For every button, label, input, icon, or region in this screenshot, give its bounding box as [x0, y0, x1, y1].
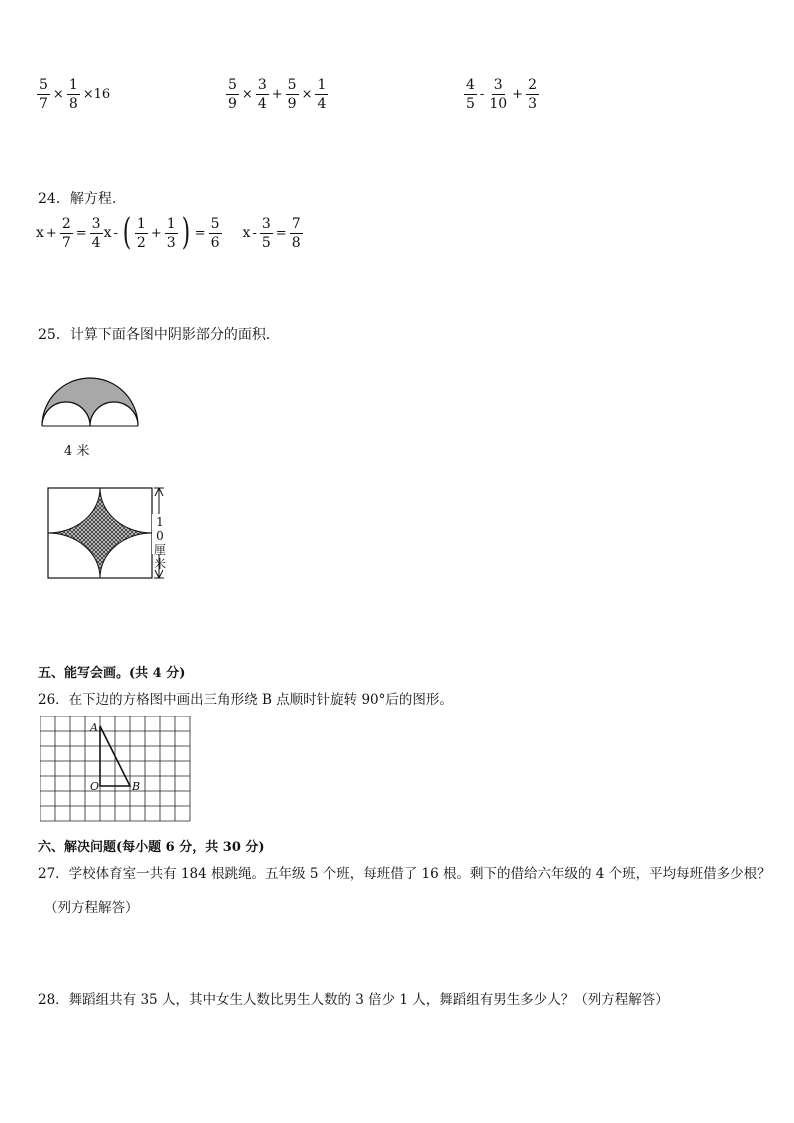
eq3-minus: -: [252, 225, 257, 241]
grid-figure: [40, 716, 194, 828]
calc-expression-2: [225, 78, 329, 111]
eq2-equals: =: [194, 225, 206, 241]
calc-expression-3: [463, 78, 540, 111]
fraction: $\frac{3}{10}$: [489, 77, 508, 112]
fig1-length-label: 4 米: [64, 444, 90, 459]
eq3-fraction-1: $\frac{3}{5}$: [261, 215, 271, 251]
eq1-plus: +: [45, 225, 57, 241]
semicircle-figure: [36, 358, 146, 430]
eq1-equals: =: [75, 225, 87, 241]
fraction: $\frac{1}{8}$: [68, 77, 78, 112]
fraction: $\frac{5}{9}$: [228, 77, 237, 112]
q24-equations: [36, 212, 304, 253]
fraction: $\frac{2}{3}$: [528, 77, 537, 112]
section6-heading: 六、解决问题(每小题 6 分，共 30 分): [38, 840, 265, 855]
left-paren: (: [122, 212, 132, 253]
q25-title: 25．计算下面各图中阴影部分的面积．: [38, 327, 280, 343]
eq2-fraction-2: $\frac{1}{3}$: [166, 215, 176, 251]
fraction: $\frac{5}{7}$: [39, 77, 48, 112]
fraction: $\frac{1}{4}$: [317, 77, 327, 112]
q28-text: 28．舞蹈组共有 35 人，其中女生人数比男生人数的 3 倍少 1 人，舞蹈组有男生多少人？（列方程解答）: [38, 992, 669, 1008]
operator: +: [271, 87, 283, 102]
q27-text-line1: 27．学校体育室一共有 184 根跳绳。五年级 5 个班，每班借了 16 根。剩下的借给六年级的 4 个班，平均每班借多少根？: [38, 866, 771, 882]
eq2-result: $\frac{5}{6}$: [210, 215, 220, 251]
operator: -: [479, 87, 485, 102]
section5-heading: 五、能写会画。(共 4 分): [38, 666, 186, 681]
q26-text: 26．在下边的方格图中画出三角形绕 B 点顺时针旋转 90°后的图形。: [38, 692, 453, 708]
operator: ×: [52, 87, 64, 102]
eq2-minus: -: [113, 225, 118, 241]
fig2-dimension-label: 10厘米: [153, 515, 166, 571]
eq2-x: x: [103, 225, 112, 241]
grid-lines: [40, 716, 190, 821]
eq1-fraction-2: $\frac{3}{4}$: [91, 215, 101, 251]
operator: ×: [301, 87, 313, 102]
fraction: $\frac{4}{5}$: [466, 77, 475, 112]
operator: ×16: [82, 87, 111, 102]
eq1-x: x: [36, 225, 44, 241]
fraction: $\frac{5}{9}$: [287, 77, 297, 112]
eq3-x: x: [242, 225, 251, 241]
eq3-equals: =: [275, 225, 287, 241]
eq1-fraction-1: $\frac{2}{7}$: [61, 215, 71, 251]
point-a-label: A: [90, 721, 98, 734]
operator: +: [512, 87, 524, 102]
eq2-plus: +: [150, 225, 162, 241]
right-paren: ): [181, 212, 190, 253]
q27-text-line2: （列方程解答）: [44, 900, 139, 916]
point-o-label: O: [90, 780, 100, 793]
eq2-fraction-1: $\frac{1}{2}$: [136, 215, 146, 251]
operator: ×: [241, 87, 253, 102]
eq3-result: $\frac{7}{8}$: [291, 215, 301, 251]
point-b-label: B: [132, 780, 141, 793]
q24-title: 24．解方程.: [38, 191, 117, 207]
fraction: $\frac{3}{4}$: [257, 77, 267, 112]
calc-expression-1: [36, 78, 112, 111]
